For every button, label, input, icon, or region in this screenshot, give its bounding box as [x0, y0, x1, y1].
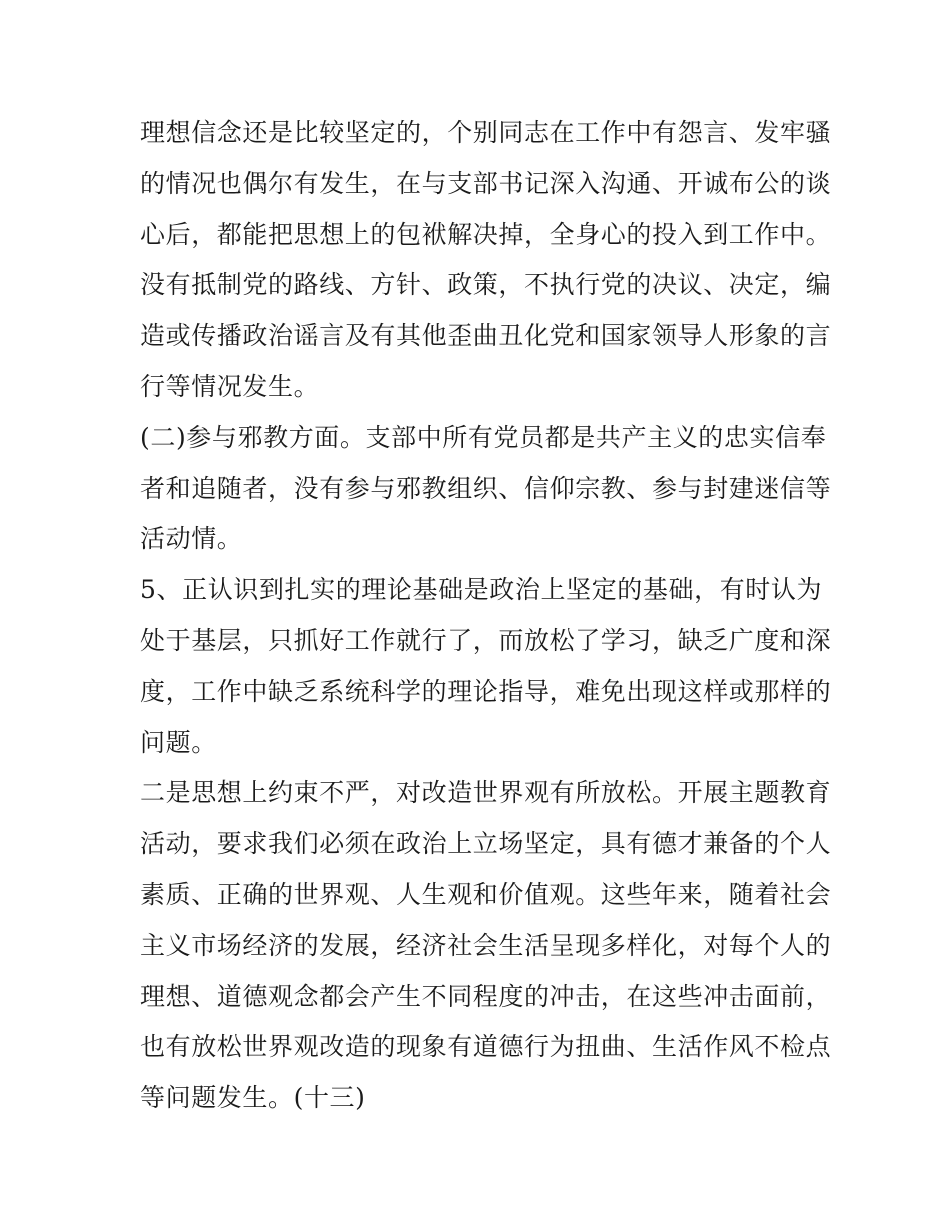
- document-body: [140, 108, 832, 1124]
- text-line: 等问题发生。(十三): [140, 1083, 366, 1113]
- text-line: 心后，都能把思想上的包袱解决掉，全身心的投入到工作中。: [140, 219, 832, 249]
- text-line: 者和追随者，没有参与邪教组织、信仰宗教、参与封建迷信等: [140, 473, 832, 503]
- text-line: 素质、正确的世界观、人生观和价值观。这些年来，随着社会: [140, 879, 832, 909]
- text-line: 活动，要求我们必须在政治上立场坚定，具有德才兼备的个人: [140, 829, 832, 859]
- text-line: 理想信念还是比较坚定的，个别同志在工作中有怨言、发牢骚: [140, 118, 832, 147]
- text-line: 二是思想上约束不严，对改造世界观有所放松。开展主题教育: [140, 778, 832, 808]
- text-line: 处于基层，只抓好工作就行了，而放松了学习，缺乏广度和深: [140, 625, 832, 655]
- text-line: 主义市场经济的发展，经济社会生活呈现多样化，对每个人的: [140, 930, 832, 960]
- text-line: 5、正认识到扎实的理论基础是政治上坚定的基础，有时认为: [140, 575, 823, 605]
- text-line: 度，工作中缺乏系统科学的理论指导，难免出现这样或那样的: [140, 676, 832, 706]
- text-line: 理想、道德观念都会产生不同程度的冲击，在这些冲击面前，: [140, 981, 832, 1011]
- text-line: 的情况也偶尔有发生，在与支部书记深入沟通、开诚布公的谈: [140, 168, 832, 198]
- text-line: 行等情况发生。: [140, 371, 320, 401]
- text-line: 活动情。: [140, 524, 243, 554]
- text-line: 问题。: [140, 727, 217, 757]
- text-line: 没有抵制党的路线、方针、政策，不执行党的决议、决定，编: [140, 270, 832, 300]
- text-line: 造或传播政治谣言及有其他歪曲丑化党和国家领导人形象的言: [140, 321, 832, 351]
- text-line: 也有放松世界观改造的现象有道德行为扭曲、生活作风不检点: [140, 1032, 832, 1062]
- text-line: (二)参与邪教方面。支部中所有党员都是共产主义的忠实信奉: [140, 422, 827, 452]
